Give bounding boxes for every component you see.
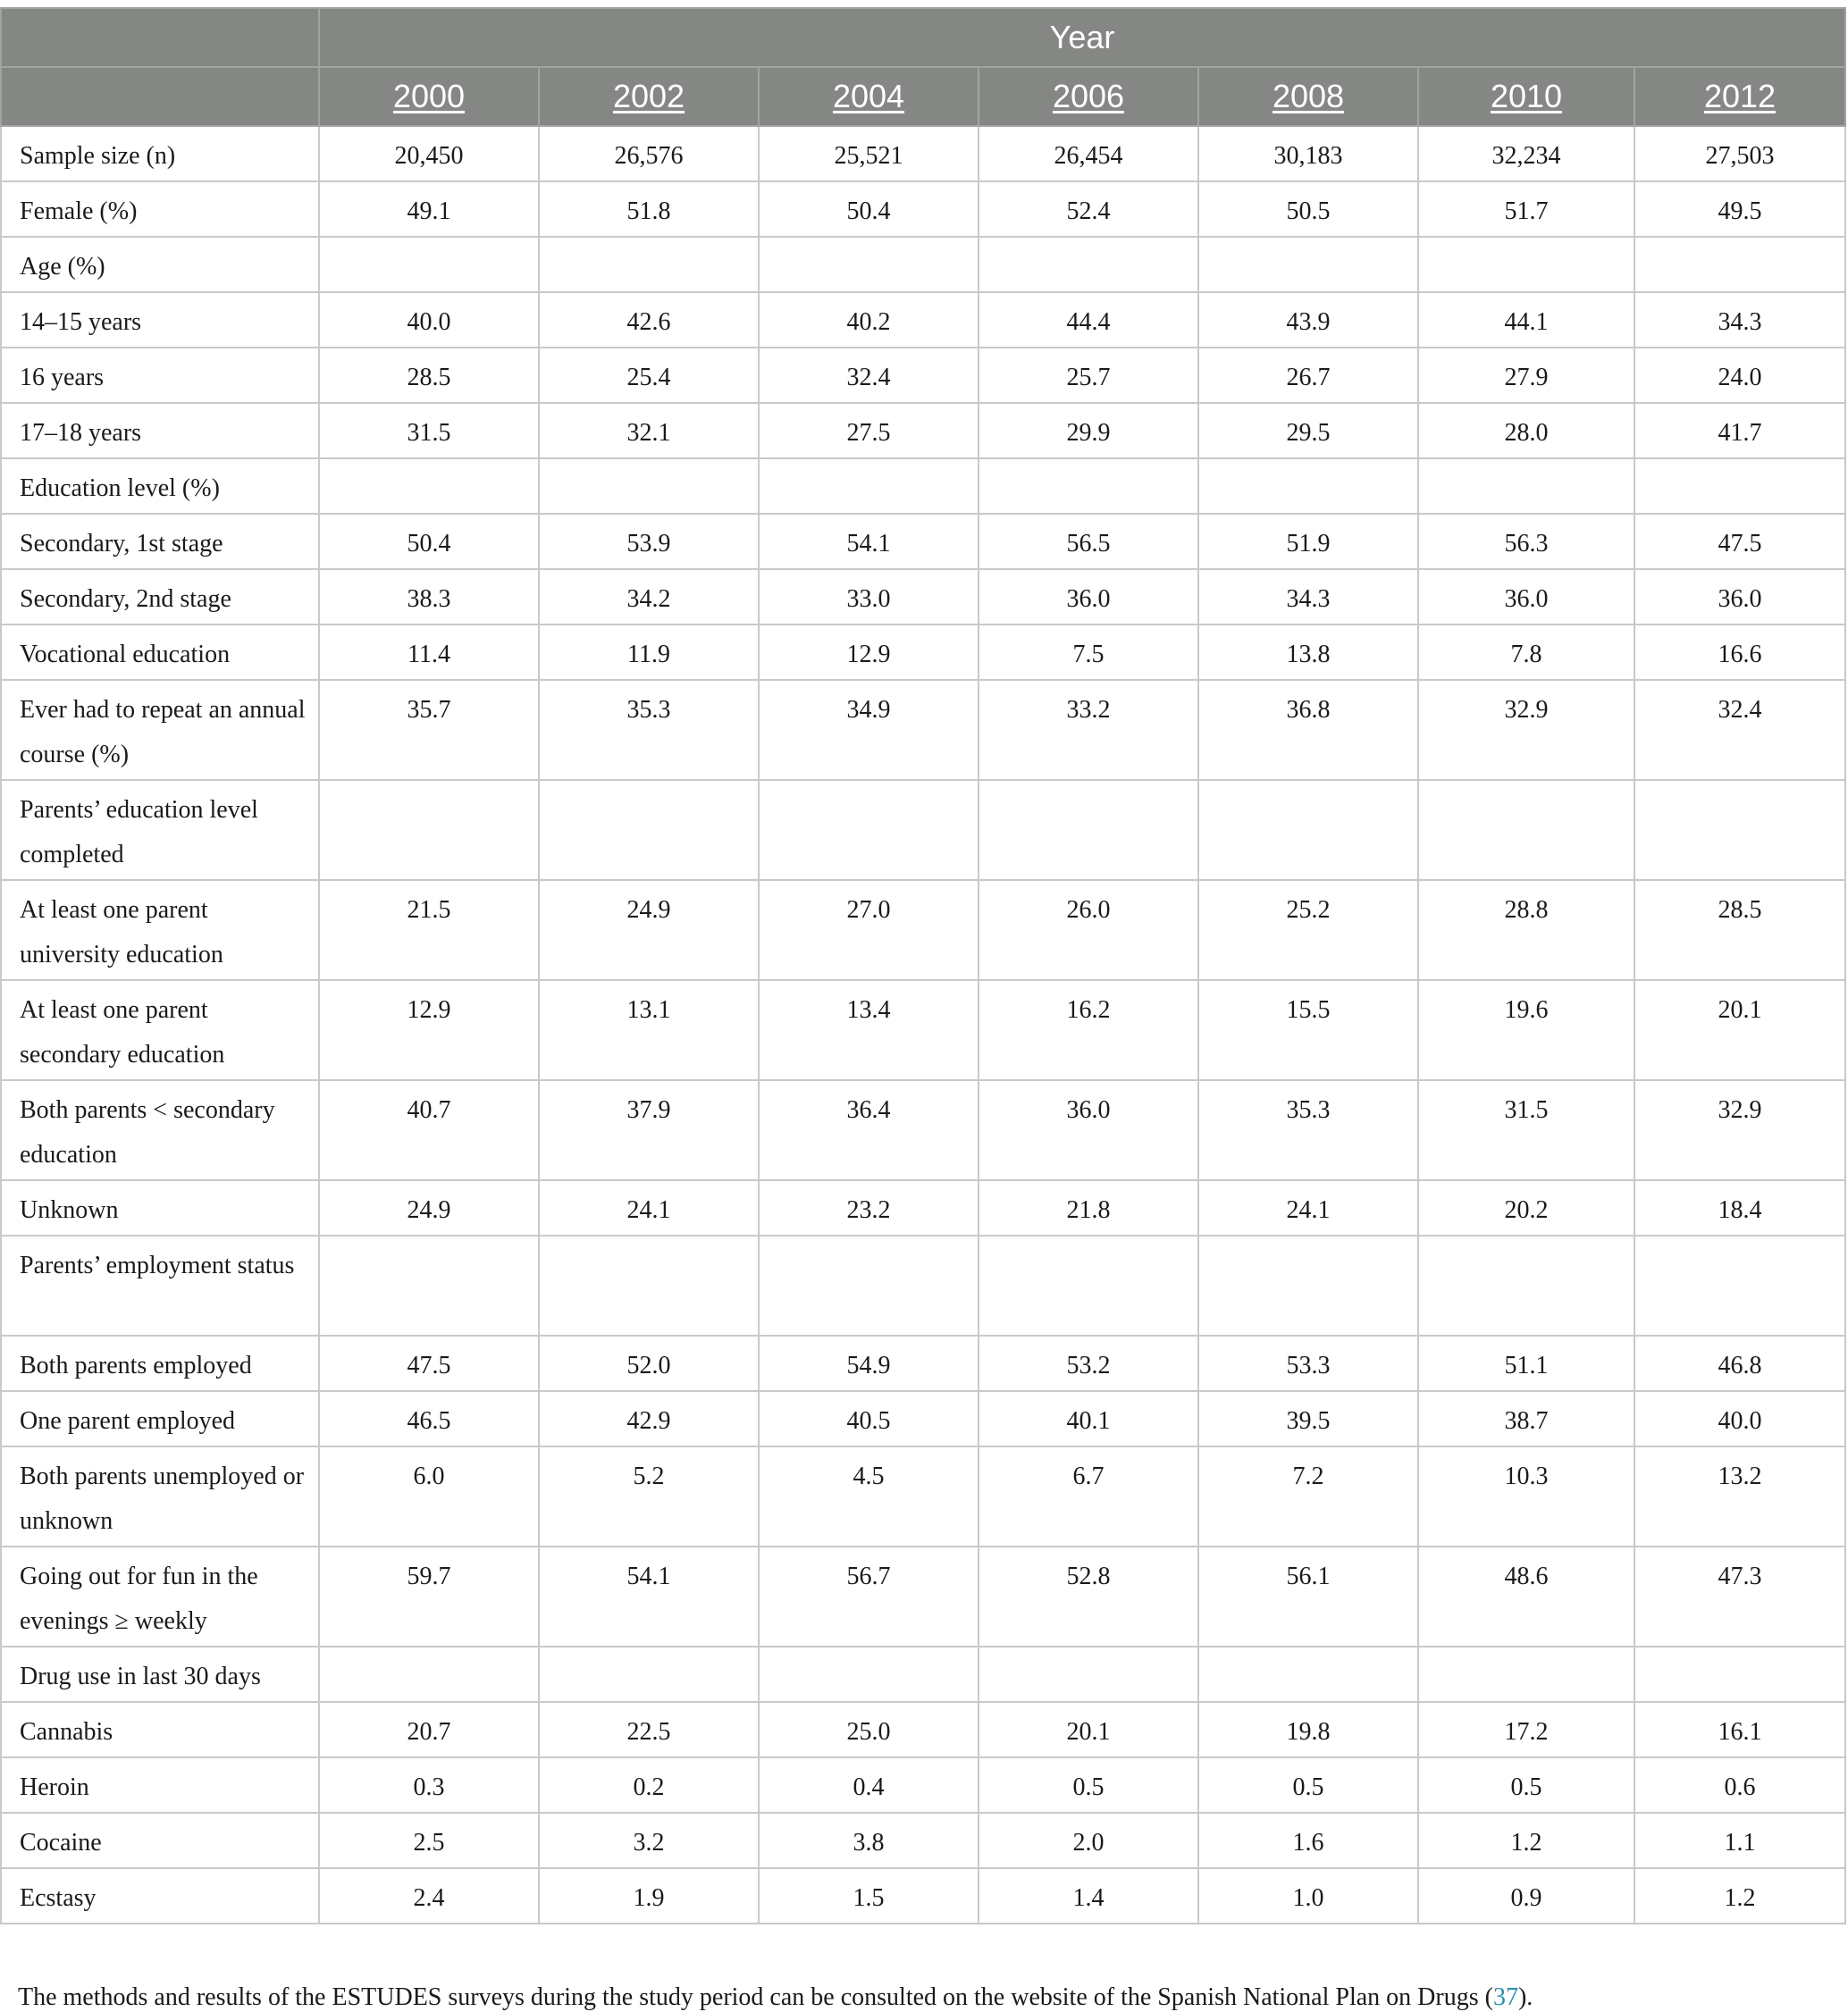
header-group-row: [1, 8, 1845, 67]
header-corner-bottom: [1, 67, 319, 126]
table-row: [1, 625, 1845, 680]
cell-2010: 38.7: [1418, 1391, 1634, 1446]
cell-2008: 1.0: [1198, 1868, 1418, 1924]
cell-2006: [979, 458, 1198, 514]
cell-2006: 7.5: [979, 625, 1198, 680]
cell-2006: 44.4: [979, 292, 1198, 348]
cell-2000: 35.7: [319, 680, 539, 780]
cell-2010: 51.1: [1418, 1336, 1634, 1391]
cell-2012: 18.4: [1634, 1180, 1845, 1236]
year-header-2004: 2004: [759, 67, 979, 126]
table-row: [1, 1547, 1845, 1647]
cell-2008: 29.5: [1198, 403, 1418, 458]
table-row: [1, 458, 1845, 514]
cell-2004: 32.4: [759, 348, 979, 403]
table-row: [1, 1180, 1845, 1236]
row-label: Both parents unemployed or unknown: [1, 1446, 319, 1547]
cell-2006: 36.0: [979, 569, 1198, 625]
cell-2000: 59.7: [319, 1547, 539, 1647]
cell-2004: 4.5: [759, 1446, 979, 1547]
cell-2004: 40.5: [759, 1391, 979, 1446]
table-row: [1, 1336, 1845, 1391]
row-label: One parent employed: [1, 1391, 319, 1446]
cell-2010: 56.3: [1418, 514, 1634, 569]
cell-2012: 41.7: [1634, 403, 1845, 458]
cell-2008: 30,183: [1198, 126, 1418, 181]
cell-2010: 44.1: [1418, 292, 1634, 348]
cell-2010: 27.9: [1418, 348, 1634, 403]
cell-2002: 26,576: [539, 126, 759, 181]
table-row: [1, 292, 1845, 348]
cell-2008: 19.8: [1198, 1702, 1418, 1757]
row-label: Both parents < secondary education: [1, 1080, 319, 1180]
cell-2004: 34.9: [759, 680, 979, 780]
cell-2000: 2.5: [319, 1813, 539, 1868]
year-header-2008: 2008: [1198, 67, 1418, 126]
table-row: [1, 126, 1845, 181]
table-row: [1, 1391, 1845, 1446]
table-row: [1, 1446, 1845, 1547]
cell-2006: 6.7: [979, 1446, 1198, 1547]
table-row: [1, 1236, 1845, 1336]
row-label: Parents’ employment status: [1, 1236, 319, 1336]
cell-2000: [319, 1647, 539, 1702]
cell-2000: 46.5: [319, 1391, 539, 1446]
table-header: [1, 8, 1845, 126]
cell-2008: 15.5: [1198, 980, 1418, 1080]
cell-2008: 7.2: [1198, 1446, 1418, 1547]
cell-2010: 36.0: [1418, 569, 1634, 625]
cell-2004: [759, 458, 979, 514]
cell-2012: 1.2: [1634, 1868, 1845, 1924]
row-label: Secondary, 1st stage: [1, 514, 319, 569]
cell-2008: 43.9: [1198, 292, 1418, 348]
year-header-2002: 2002: [539, 67, 759, 126]
cell-2002: 32.1: [539, 403, 759, 458]
cell-2006: 33.2: [979, 680, 1198, 780]
row-label: At least one parent secondary education: [1, 980, 319, 1080]
cell-2012: 16.6: [1634, 625, 1845, 680]
cell-2006: 25.7: [979, 348, 1198, 403]
cell-2008: 53.3: [1198, 1336, 1418, 1391]
cell-2002: [539, 237, 759, 292]
header-years-row: [1, 67, 1845, 126]
cell-2010: 20.2: [1418, 1180, 1634, 1236]
cell-2010: 0.9: [1418, 1868, 1634, 1924]
cell-2012: 24.0: [1634, 348, 1845, 403]
table-row: [1, 403, 1845, 458]
header-corner-top: [1, 8, 319, 67]
cell-2008: 26.7: [1198, 348, 1418, 403]
cell-2012: 36.0: [1634, 569, 1845, 625]
cell-2002: 24.1: [539, 1180, 759, 1236]
cell-2010: 7.8: [1418, 625, 1634, 680]
cell-2002: 0.2: [539, 1757, 759, 1813]
cell-2008: 25.2: [1198, 880, 1418, 980]
year-group-header: Year: [319, 8, 1845, 67]
cell-2004: 0.4: [759, 1757, 979, 1813]
row-label: Vocational education: [1, 625, 319, 680]
cell-2008: [1198, 237, 1418, 292]
cell-2004: 3.8: [759, 1813, 979, 1868]
cell-2012: [1634, 458, 1845, 514]
cell-2004: 54.9: [759, 1336, 979, 1391]
footnote-end: ).: [1517, 1983, 1533, 2011]
cell-2008: 35.3: [1198, 1080, 1418, 1180]
cell-2002: 51.8: [539, 181, 759, 237]
cell-2012: 34.3: [1634, 292, 1845, 348]
cell-2012: 16.1: [1634, 1702, 1845, 1757]
cell-2012: 13.2: [1634, 1446, 1845, 1547]
cell-2010: 51.7: [1418, 181, 1634, 237]
cell-2002: 22.5: [539, 1702, 759, 1757]
cell-2000: 24.9: [319, 1180, 539, 1236]
cell-2012: [1634, 1236, 1845, 1336]
cell-2002: 42.9: [539, 1391, 759, 1446]
cell-2002: 37.9: [539, 1080, 759, 1180]
year-header-2006: 2006: [979, 67, 1198, 126]
table-row: [1, 780, 1845, 880]
cell-2004: 23.2: [759, 1180, 979, 1236]
cell-2000: 0.3: [319, 1757, 539, 1813]
cell-2006: 26,454: [979, 126, 1198, 181]
cell-2006: 20.1: [979, 1702, 1198, 1757]
cell-2006: 52.8: [979, 1547, 1198, 1647]
row-label: 16 years: [1, 348, 319, 403]
cell-2000: 21.5: [319, 880, 539, 980]
table-row: [1, 1868, 1845, 1924]
cell-2000: [319, 780, 539, 880]
cell-2004: 27.0: [759, 880, 979, 980]
cell-2004: 25,521: [759, 126, 979, 181]
cell-2012: 40.0: [1634, 1391, 1845, 1446]
cell-2004: 33.0: [759, 569, 979, 625]
table-row: [1, 980, 1845, 1080]
cell-2004: 13.4: [759, 980, 979, 1080]
cell-2006: 56.5: [979, 514, 1198, 569]
cell-2006: 40.1: [979, 1391, 1198, 1446]
cell-2012: [1634, 1647, 1845, 1702]
cell-2004: 40.2: [759, 292, 979, 348]
cell-2010: 48.6: [1418, 1547, 1634, 1647]
cell-2000: 12.9: [319, 980, 539, 1080]
cell-2012: [1634, 780, 1845, 880]
cell-2006: 26.0: [979, 880, 1198, 980]
cell-2000: 49.1: [319, 181, 539, 237]
cell-2008: 56.1: [1198, 1547, 1418, 1647]
row-label: Both parents employed: [1, 1336, 319, 1391]
cell-2006: [979, 1647, 1198, 1702]
table-row: [1, 514, 1845, 569]
table-row: [1, 237, 1845, 292]
row-label: Heroin: [1, 1757, 319, 1813]
footnote-reference-link[interactable]: 37: [1492, 1983, 1518, 2011]
cell-2008: 1.6: [1198, 1813, 1418, 1868]
cell-2002: 11.9: [539, 625, 759, 680]
cell-2012: 46.8: [1634, 1336, 1845, 1391]
row-label: Cannabis: [1, 1702, 319, 1757]
cell-2006: [979, 237, 1198, 292]
cell-2008: 51.9: [1198, 514, 1418, 569]
cell-2012: 47.5: [1634, 514, 1845, 569]
cell-2006: 21.8: [979, 1180, 1198, 1236]
cell-2004: [759, 1647, 979, 1702]
cell-2010: [1418, 1236, 1634, 1336]
cell-2004: [759, 1236, 979, 1336]
cell-2010: 0.5: [1418, 1757, 1634, 1813]
cell-2002: [539, 780, 759, 880]
cell-2010: [1418, 458, 1634, 514]
cell-2000: 20.7: [319, 1702, 539, 1757]
cell-2006: [979, 780, 1198, 880]
cell-2010: 31.5: [1418, 1080, 1634, 1180]
cell-2004: 12.9: [759, 625, 979, 680]
cell-2010: 28.0: [1418, 403, 1634, 458]
cell-2000: 50.4: [319, 514, 539, 569]
cell-2012: 27,503: [1634, 126, 1845, 181]
cell-2012: 47.3: [1634, 1547, 1845, 1647]
row-label: 17–18 years: [1, 403, 319, 458]
cell-2012: [1634, 237, 1845, 292]
cell-2006: 52.4: [979, 181, 1198, 237]
year-header-2012: 2012: [1634, 67, 1845, 126]
cell-2002: [539, 458, 759, 514]
cell-2000: [319, 237, 539, 292]
cell-2002: 24.9: [539, 880, 759, 980]
table-footnote: [18, 1983, 1533, 2012]
cell-2002: 34.2: [539, 569, 759, 625]
cell-2012: 1.1: [1634, 1813, 1845, 1868]
cell-2010: [1418, 780, 1634, 880]
cell-2008: 13.8: [1198, 625, 1418, 680]
cell-2004: 25.0: [759, 1702, 979, 1757]
cell-2008: [1198, 1647, 1418, 1702]
row-label: At least one parent university education: [1, 880, 319, 980]
cell-2004: 1.5: [759, 1868, 979, 1924]
cell-2010: 32.9: [1418, 680, 1634, 780]
table-row: [1, 1080, 1845, 1180]
cell-2002: 3.2: [539, 1813, 759, 1868]
cell-2010: [1418, 1647, 1634, 1702]
data-table: [0, 7, 1846, 1924]
cell-2002: 35.3: [539, 680, 759, 780]
row-label: Ever had to repeat an annual course (%): [1, 680, 319, 780]
cell-2000: 2.4: [319, 1868, 539, 1924]
cell-2008: 24.1: [1198, 1180, 1418, 1236]
row-label: Unknown: [1, 1180, 319, 1236]
cell-2008: 36.8: [1198, 680, 1418, 780]
cell-2012: 32.9: [1634, 1080, 1845, 1180]
table-row: [1, 880, 1845, 980]
cell-2002: [539, 1647, 759, 1702]
cell-2002: 5.2: [539, 1446, 759, 1547]
cell-2006: 16.2: [979, 980, 1198, 1080]
year-header-2000: 2000: [319, 67, 539, 126]
cell-2000: 47.5: [319, 1336, 539, 1391]
table-row: [1, 680, 1845, 780]
cell-2002: [539, 1236, 759, 1336]
cell-2010: 28.8: [1418, 880, 1634, 980]
cell-2006: 53.2: [979, 1336, 1198, 1391]
row-label: Ecstasy: [1, 1868, 319, 1924]
cell-2008: [1198, 458, 1418, 514]
cell-2006: 2.0: [979, 1813, 1198, 1868]
cell-2012: 49.5: [1634, 181, 1845, 237]
cell-2010: 32,234: [1418, 126, 1634, 181]
cell-2004: 54.1: [759, 514, 979, 569]
cell-2002: 52.0: [539, 1336, 759, 1391]
cell-2010: [1418, 237, 1634, 292]
cell-2004: [759, 237, 979, 292]
cell-2004: 27.5: [759, 403, 979, 458]
row-label: Secondary, 2nd stage: [1, 569, 319, 625]
row-label: Cocaine: [1, 1813, 319, 1868]
cell-2000: [319, 458, 539, 514]
cell-2004: 56.7: [759, 1547, 979, 1647]
cell-2004: 50.4: [759, 181, 979, 237]
cell-2000: 40.0: [319, 292, 539, 348]
table-row: [1, 181, 1845, 237]
cell-2006: 0.5: [979, 1757, 1198, 1813]
table-row: [1, 1813, 1845, 1868]
row-label: 14–15 years: [1, 292, 319, 348]
cell-2012: 0.6: [1634, 1757, 1845, 1813]
table-row: [1, 348, 1845, 403]
row-label: Going out for fun in the evenings ≥ weekly: [1, 1547, 319, 1647]
cell-2010: 17.2: [1418, 1702, 1634, 1757]
cell-2002: 42.6: [539, 292, 759, 348]
cell-2012: 28.5: [1634, 880, 1845, 980]
cell-2008: [1198, 780, 1418, 880]
cell-2000: 31.5: [319, 403, 539, 458]
cell-2006: [979, 1236, 1198, 1336]
cell-2000: 20,450: [319, 126, 539, 181]
cell-2012: 32.4: [1634, 680, 1845, 780]
cell-2000: 6.0: [319, 1446, 539, 1547]
row-label: Drug use in last 30 days: [1, 1647, 319, 1702]
table-row: [1, 1757, 1845, 1813]
table-row: [1, 1647, 1845, 1702]
cell-2004: [759, 780, 979, 880]
cell-2012: 20.1: [1634, 980, 1845, 1080]
table-row: [1, 1702, 1845, 1757]
cell-2008: 39.5: [1198, 1391, 1418, 1446]
cell-2010: 1.2: [1418, 1813, 1634, 1868]
cell-2002: 53.9: [539, 514, 759, 569]
row-label: Female (%): [1, 181, 319, 237]
table-row: [1, 569, 1845, 625]
cell-2008: 0.5: [1198, 1757, 1418, 1813]
cell-2008: [1198, 1236, 1418, 1336]
row-label: Sample size (n): [1, 126, 319, 181]
cell-2000: 38.3: [319, 569, 539, 625]
cell-2002: 25.4: [539, 348, 759, 403]
cell-2002: 1.9: [539, 1868, 759, 1924]
footnote-text: The methods and results of the ESTUDES surveys during the study period can be consulted on the website of the Spanish National Plan on Drugs (: [18, 1983, 1493, 2011]
cell-2008: 50.5: [1198, 181, 1418, 237]
cell-2002: 13.1: [539, 980, 759, 1080]
row-label: Parents’ education level completed: [1, 780, 319, 880]
cell-2000: [319, 1236, 539, 1336]
cell-2008: 34.3: [1198, 569, 1418, 625]
cell-2006: 1.4: [979, 1868, 1198, 1924]
year-header-2010: 2010: [1418, 67, 1634, 126]
cell-2000: 11.4: [319, 625, 539, 680]
cell-2006: 36.0: [979, 1080, 1198, 1180]
cell-2000: 28.5: [319, 348, 539, 403]
cell-2000: 40.7: [319, 1080, 539, 1180]
cell-2010: 10.3: [1418, 1446, 1634, 1547]
cell-2010: 19.6: [1418, 980, 1634, 1080]
row-label: Education level (%): [1, 458, 319, 514]
cell-2002: 54.1: [539, 1547, 759, 1647]
row-label: Age (%): [1, 237, 319, 292]
cell-2006: 29.9: [979, 403, 1198, 458]
cell-2004: 36.4: [759, 1080, 979, 1180]
table-body: [1, 126, 1845, 1924]
